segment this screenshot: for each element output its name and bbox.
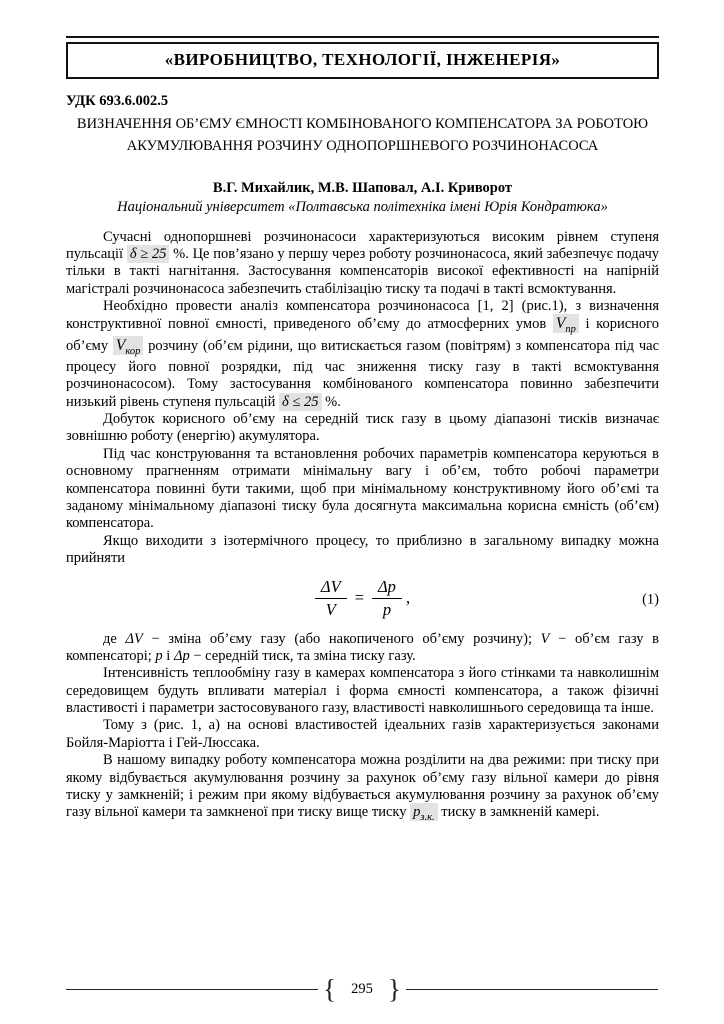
header-top-rule (66, 36, 659, 38)
article-title-line1: ВИЗНАЧЕННЯ ОБ’ЄМУ ЄМНОСТІ КОМБІНОВАНОГО КОМПЕНСАТОРА ЗА РОБОТОЮ (76, 116, 649, 132)
inline-formula-delta-v: ΔV (125, 630, 143, 647)
formula-subscript: кор (125, 346, 141, 358)
fraction-rhs (372, 578, 402, 621)
formula-base: V (115, 337, 126, 355)
paragraph-3: Добуток корисного об’єму на середній тиск газу в цьому діапазоні тисків визначає зовнішню роботу (енергію) акумулятора. (66, 411, 659, 445)
inline-formula-v-kor (113, 336, 143, 358)
text-run: − середній тиск, та зміна тиску газу. (189, 647, 416, 664)
page-number: 295 (351, 981, 373, 998)
equation-number: (1) (642, 591, 659, 608)
text-run: В нашому випадку роботу компенсатора можна розділити на два режими: при тиску при якому відбувається акумулювання розчину за рахунок об’єму газу вільної камери до рівня тиску у замкненій; і режим при якому відбувається акумулювання розчину за рахунок об’єму газу вільної камери та замкненої при тиску вище тиску (66, 752, 659, 821)
article-title-line2: АКУМУЛЮВАННЯ РОЗЧИНУ ОДНОПОРШНЕВОГО РОЗЧИНОНАСОСА (126, 137, 599, 154)
fraction-numerator: Δp (372, 578, 402, 600)
udc-code: УДК 693.6.002.5 (66, 93, 169, 109)
inline-formula-v-pr (553, 314, 579, 336)
text-run: і (162, 647, 174, 664)
inline-formula-delta-le-25: δ ≤ 25 (279, 393, 321, 411)
fraction-numerator: ΔV (315, 578, 347, 600)
fraction-denominator: V (325, 600, 336, 620)
page-number-bracket-right: } (387, 973, 401, 1004)
text-run: де (103, 630, 126, 647)
paragraph-8: Тому з (рис. 1, а) на основі властивостей ідеальних газів характеризується законами Бойля-Маріотта і Гей-Люссака. (66, 717, 659, 751)
inline-formula-delta-ge-25: δ ≥ 25 (127, 245, 170, 263)
journal-title: «ВИРОБНИЦТВО, ТЕХНОЛОГІЇ, ІНЖЕНЕРІЯ» (164, 50, 561, 69)
inline-formula-delta-p: Δp (173, 647, 190, 664)
paragraph-6 (66, 631, 659, 666)
equation-comma: , (405, 587, 411, 607)
equation-expression (66, 576, 659, 621)
text-run: розчину (об’єм рідини, що витискається газом (повітрям) з компенсатора під час процесу його повної розрядки, під час зниження тиску газу в такті всмоктування розчинонасосом). Тому застосування комбінованого компенсатора повинно забезпечити низький рівень ступеня пульсацій (66, 338, 660, 410)
paragraph-2 (66, 298, 659, 411)
text-run: Сучасні однопоршневі розчинонасоси характеризуються високим рівнем ступеня пульсації (66, 228, 659, 262)
affiliation: Національний університет «Полтавська політехніка імені Юрія Кондратюка» (117, 198, 608, 215)
text-run: %. Це пов’язано у першу через роботу розчинонасоса, який забезпечує подачу тільки в такті нагнітання. Застосування компенсаторів високої ефективності на напірній магістралі розчинонасоса забезпечить стабілізацію тиску та подачі в такті всмоктування. (66, 245, 659, 297)
article-title (66, 114, 659, 158)
footer-rule-left (66, 989, 318, 990)
article-body (66, 229, 659, 825)
text-run: − об’єм газу в компенсаторі; (66, 630, 660, 664)
text-run: − зміна об’єму газу (або накопиченого об’єму розчину); (142, 630, 541, 647)
text-run: %. (321, 393, 341, 410)
journal-header-box (66, 42, 659, 79)
formula-base: p (413, 804, 421, 821)
inline-formula-p: p (155, 647, 163, 664)
equation-1 (66, 576, 659, 624)
page-number-bracket-left: { (323, 973, 337, 1004)
formula-subscript: з.к. (420, 812, 435, 824)
authors: В.Г. Михайлик, М.В. Шаповал, А.І. Криворот (212, 179, 513, 196)
paragraph-5: Якщо виходити з ізотермічного процесу, то приблизно в загальному випадку можна прийняти (66, 532, 659, 567)
formula-subscript: пр (565, 324, 576, 336)
equals-sign: = (354, 587, 364, 607)
paragraph-4: Під час конструювання та встановлення робочих параметрів компенсатора керуються в основному прагненням отримати мінімальну вагу і об’єм, тобто робочі параметри компенсатора повинні бути такими, щоб при мінімальному конструктивному його об’ємі та заданому мінімальному діапазоні тиску була досягнута максимальна корисна ємність (об’єм) компенсатора. (66, 445, 659, 532)
fraction-denominator: p (382, 600, 392, 620)
fraction-lhs (315, 578, 347, 621)
formula-base: V (555, 315, 566, 333)
text-run: і корисного об’єму (66, 316, 659, 355)
inline-formula-v: V (540, 630, 550, 647)
page-footer (66, 973, 658, 1004)
text-run: Необхідно провести аналіз компенсатора розчинонасоса [1, 2] (рис.1), з визначення конструктивної повної ємності, приведеного об’єму до атмосферних умов (66, 298, 659, 333)
paragraph-1 (66, 229, 659, 299)
footer-rule-right (406, 989, 658, 990)
paragraph-9 (66, 752, 659, 825)
text-run: тиску в замкненій камері. (437, 804, 600, 821)
inline-formula-p-zk (410, 803, 438, 824)
paragraph-7: Інтенсивність теплообміну газу в камерах компенсатора з його стінками та навколишнім середовищем будуть впливати матеріал і форма ємності компенсатора, а також фізичні властивості і параметри застосовуваного газу, властивості навколишнього середовища та інше. (66, 665, 659, 717)
